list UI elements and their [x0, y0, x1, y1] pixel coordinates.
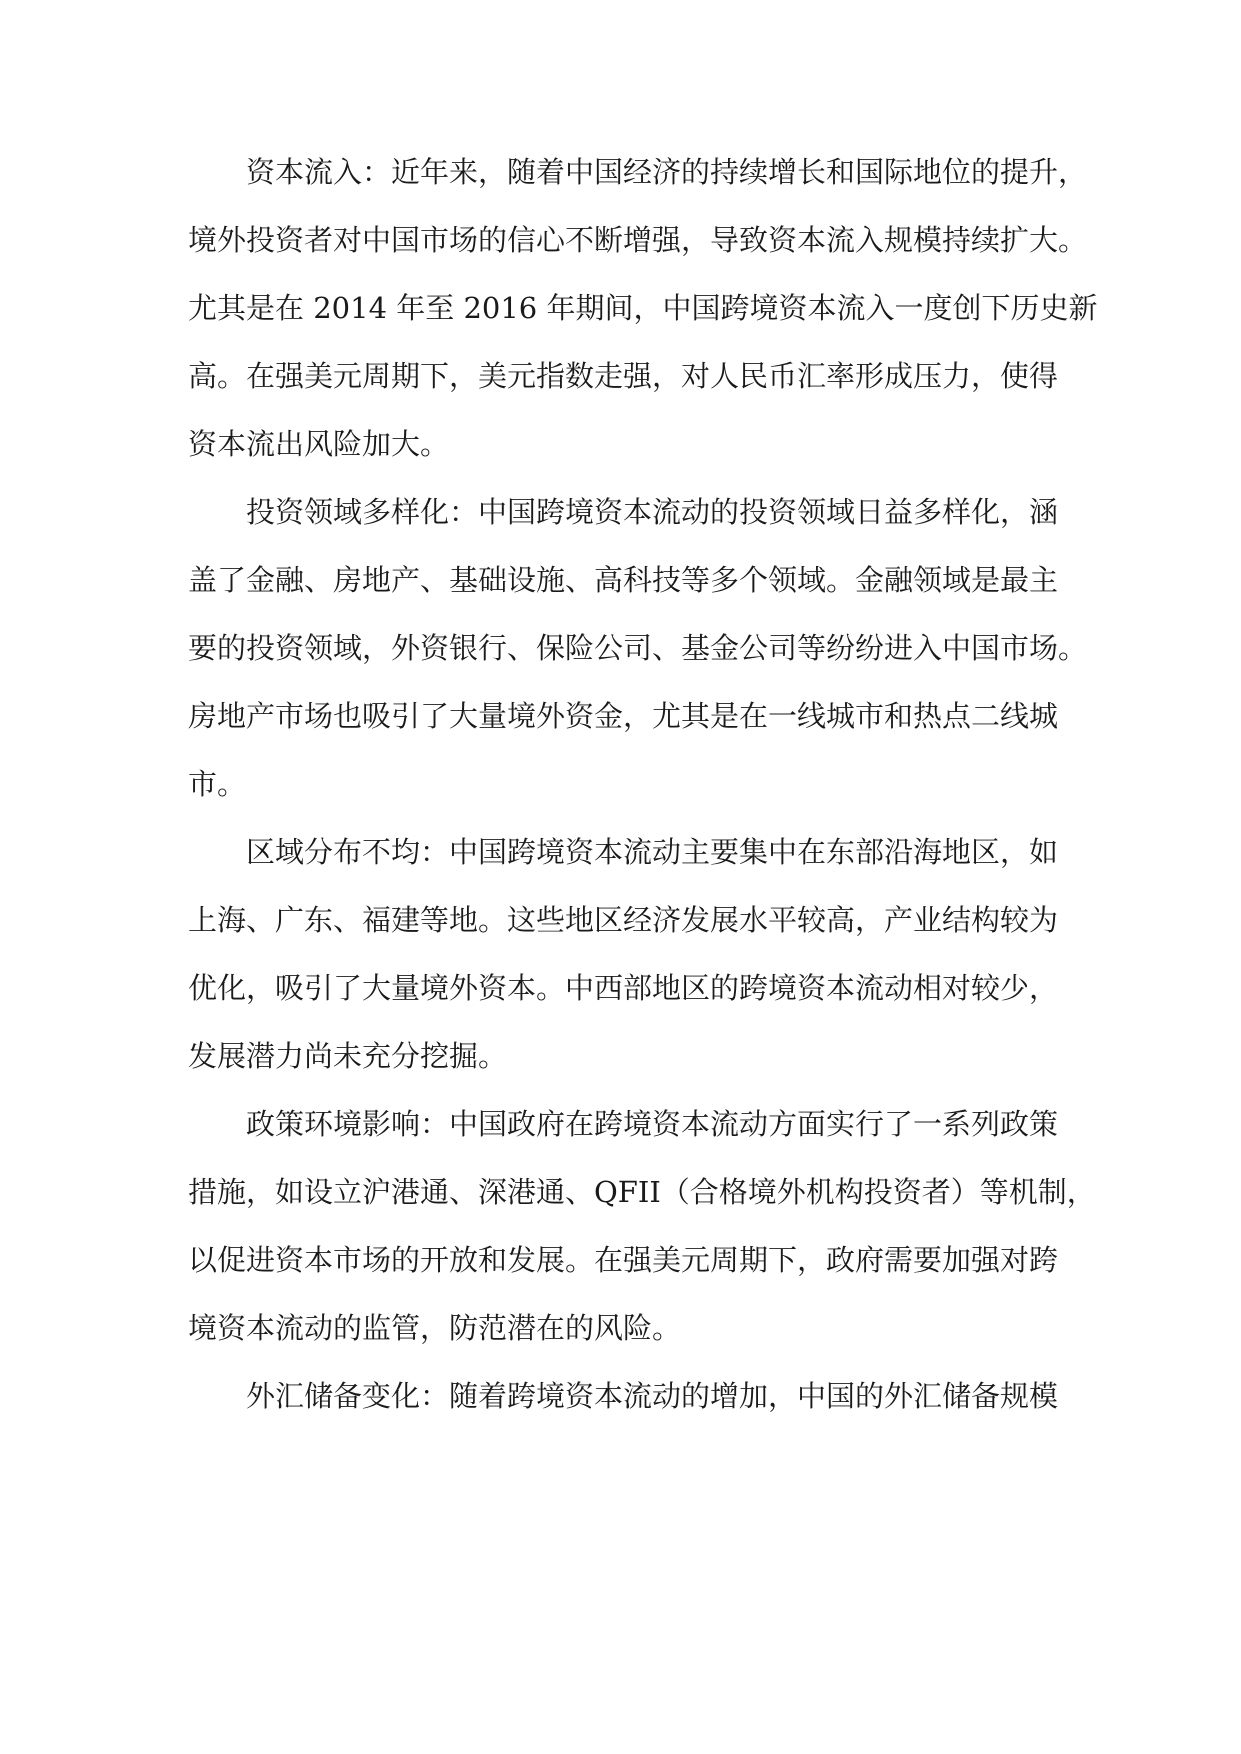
paragraph-capital-inflow-line-1: 资本流入：近年来，随着中国经济的持续增长和国际地位的提升， [246, 155, 1088, 189]
paragraph-regional-distribution-line-2: 上海、广东、福建等地。这些地区经济发展水平较高，产业结构较为 [188, 903, 1059, 937]
paragraph-fx-reserves-line-1: 外汇储备变化：随着跨境资本流动的增加，中国的外汇储备规模 [246, 1379, 1059, 1413]
paragraph-regional-distribution-line-3: 优化，吸引了大量境外资本。中西部地区的跨境资本流动相对较少， [188, 971, 1059, 1005]
paragraph-investment-fields-line-3: 要的投资领域，外资银行、保险公司、基金公司等纷纷进入中国市场。 [188, 631, 1088, 665]
paragraph-capital-inflow-line-4: 高。在强美元周期下，美元指数走强，对人民币汇率形成压力，使得 [188, 359, 1059, 393]
paragraph-investment-fields-line-1: 投资领域多样化：中国跨境资本流动的投资领域日益多样化，涵 [246, 495, 1059, 529]
paragraph-investment-fields-line-5: 市。 [188, 767, 247, 801]
paragraph-investment-fields-line-4: 房地产市场也吸引了大量境外资金，尤其是在一线城市和热点二线城 [188, 699, 1059, 733]
paragraph-capital-inflow-line-5: 资本流出风险加大。 [188, 427, 450, 461]
paragraph-policy-environment-line-1: 政策环境影响：中国政府在跨境资本流动方面实行了一系列政策 [246, 1107, 1059, 1141]
body-text [188, 138, 1098, 1430]
paragraph-regional-distribution-line-1: 区域分布不均：中国跨境资本流动主要集中在东部沿海地区，如 [246, 835, 1059, 869]
paragraph-regional-distribution-line-4: 发展潜力尚未充分挖掘。 [188, 1039, 508, 1073]
paragraph-capital-inflow-line-2: 境外投资者对中国市场的信心不断增强，导致资本流入规模持续扩大。 [188, 223, 1088, 257]
paragraph-capital-inflow-line-3: 尤其是在 2014 年至 2016 年期间，中国跨境资本流入一度创下历史新 [188, 291, 1098, 325]
paragraph-policy-environment-line-4: 境资本流动的监管，防范潜在的风险。 [188, 1311, 682, 1345]
paragraph-policy-environment-line-2: 措施，如设立沪港通、深港通、QFII（合格境外机构投资者）等机制， [188, 1175, 1096, 1209]
paragraph-policy-environment-line-3: 以促进资本市场的开放和发展。在强美元周期下，政府需要加强对跨 [188, 1243, 1059, 1277]
paragraph-investment-fields-line-2: 盖了金融、房地产、基础设施、高科技等多个领域。金融领域是最主 [188, 563, 1059, 597]
